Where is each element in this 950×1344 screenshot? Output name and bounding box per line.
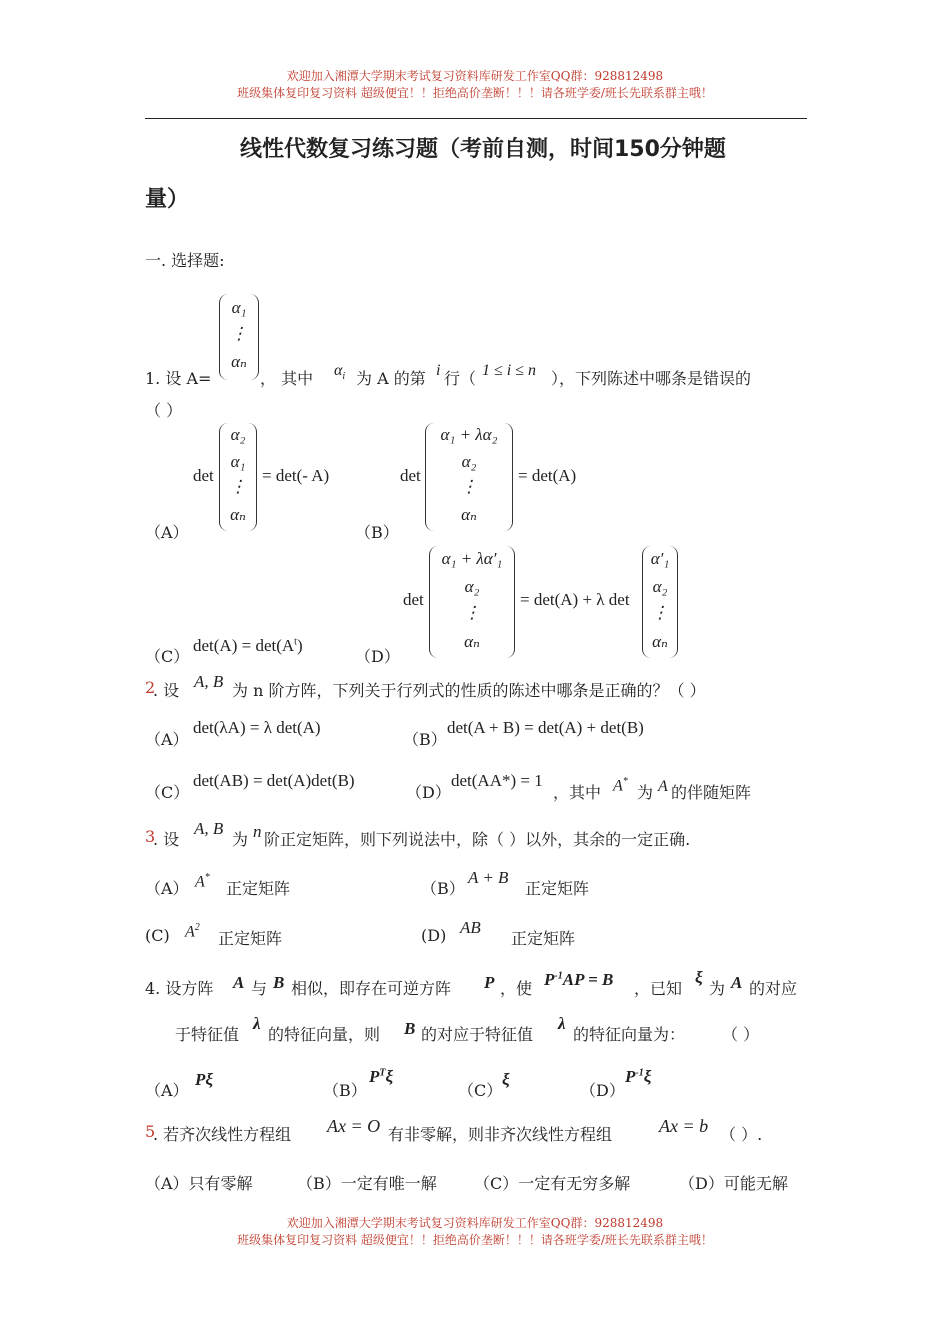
q4-text: 相似，即存在可逆方阵 [291, 979, 452, 998]
matrix-cell: ⋮ [460, 477, 478, 496]
q2-option-d-expr: det(AA*) = 1 [451, 771, 543, 790]
header-line-2: 班级集体复印复习资料 超级便宜！！拒绝高价垄断！！！请各班学委/班长先联系群主哦！ [237, 86, 713, 100]
q1-option-b-det: det [400, 466, 421, 485]
header-line-1: 欢迎加入湘潭大学期末考试复习资料库研发工作室QQ群：928812498 [286, 69, 664, 83]
q5-option-b: （B）一定有唯一解 [297, 1174, 437, 1193]
q3-option-b-text: 正定矩阵 [525, 879, 590, 898]
q5-option-d: （D）可能无解 [679, 1174, 788, 1193]
q2-number: 2 [145, 678, 156, 697]
q4-text: 于特征值 [175, 1025, 240, 1044]
header-divider [145, 118, 807, 119]
q4-text: ，已知 [634, 979, 683, 998]
matrix-cell: α₁ + λα₂ [440, 425, 498, 444]
q2-option-a-expr: det(λA) = λ det(A) [193, 718, 321, 737]
q2-option-c-expr: det(AB) = det(A)det(B) [193, 771, 355, 790]
q5-text: . 若齐次线性方程组 [153, 1125, 292, 1144]
q1-option-b-matrix [425, 423, 513, 531]
q3-option-c-expr: $A^2$ [185, 922, 200, 941]
q2-text: . 设 [153, 681, 180, 700]
q4-a: A [731, 973, 743, 992]
footer-line-1: 欢迎加入湘潭大学期末考试复习资料库研发工作室QQ群：928812498 [286, 1216, 664, 1230]
q1-option-c-text: det(A) = det(A [193, 636, 295, 655]
q2-option-b-label: （B） [403, 730, 447, 749]
matrix-cell: α₂ [464, 577, 480, 596]
matrix-cell: α₂ [652, 577, 668, 596]
q4-answer-paren: （ ） [722, 1025, 760, 1044]
q4-p: P [484, 973, 495, 992]
q5-text: 有非零解，则非齐次线性方程组 [388, 1125, 613, 1144]
matrix-a-cell: ⋮ [230, 324, 248, 343]
q4-option-b-expr: $P^T\xi$ [369, 1067, 394, 1086]
q4-b: B [404, 1019, 416, 1038]
q4-text: 的对应 [749, 979, 798, 998]
footer-line-2: 班级集体复印复习资料 超级便宜！！拒绝高价垄断！！！请各班学委/班长先联系群主哦！ [237, 1233, 713, 1247]
matrix-cell: α₁ [230, 452, 246, 471]
matrix-cell: αₙ [230, 505, 246, 524]
q1-text: 行（ [444, 369, 477, 388]
q4-b: B [273, 973, 285, 992]
q4-option-b-label: （B） [323, 1081, 367, 1100]
q4-option-d-label: （D） [580, 1081, 625, 1100]
q4-text: 的特征向量为： [573, 1025, 686, 1044]
matrix-cell: ⋮ [229, 477, 247, 496]
q2-option-b-expr: det(A + B) = det(A) + det(B) [447, 718, 644, 737]
page-title: 线性代数复习练习题（考前自测，时间150分钟题 [240, 137, 726, 162]
q3-number: 3 [145, 827, 156, 846]
q2-option-d-tail: 为 [637, 783, 654, 802]
matrix-cell: ⋮ [463, 603, 481, 622]
q1-option-a-matrix [219, 423, 257, 531]
matrix-a [219, 294, 259, 380]
q3-option-b-expr: A + B [468, 868, 509, 887]
q3-text: 阶正定矩阵，则下列说法中，除（ ）以外，其余的一定正确. [264, 830, 691, 849]
q2-text: 为 n 阶方阵，下列关于行列式的性质的陈述中哪条是正确的？（ ） [232, 681, 706, 700]
q1-condition: 1 ≤ i ≤ n [482, 362, 537, 379]
q3-option-d-text: 正定矩阵 [511, 929, 576, 948]
q4-similarity-eq: $P^{-1}AP = B$ [544, 970, 614, 989]
section-heading: 一. 选择题: [145, 251, 225, 270]
q4-option-a-expr: Pξ [195, 1070, 214, 1089]
q5-answer-paren: （ ）. [720, 1125, 763, 1144]
q4-option-c-label: （C） [458, 1081, 503, 1100]
q2-option-d-label: （D） [406, 783, 451, 802]
q3-option-b-label: （B） [421, 879, 465, 898]
q5-number: 5 [145, 1122, 156, 1141]
q2-option-d-tail: 的伴随矩阵 [671, 783, 752, 802]
q1-suffix: ），下列陈述中哪条是错误的 [551, 369, 752, 388]
matrix-cell: α₁ + λα′₁ [441, 549, 503, 568]
q4-option-a-label: （A） [145, 1081, 189, 1100]
q4-text: 的特征向量，则 [268, 1025, 381, 1044]
q3-option-c-label: (C) [145, 926, 170, 945]
matrix-cell: α₂ [230, 425, 246, 444]
q4-option-c-expr: ξ [502, 1070, 510, 1089]
q1-i: i [436, 362, 441, 379]
q3-option-a-expr: A* [195, 872, 210, 891]
matrix-cell: αₙ [652, 632, 668, 651]
q2-option-d-tail: ，其中 [553, 783, 602, 802]
q4-xi: ξ [695, 968, 703, 987]
q3-option-a-text: 正定矩阵 [226, 879, 291, 898]
q1-option-a-label: （A） [145, 523, 189, 542]
q3-n: n [253, 822, 262, 841]
q4-option-d-expr: $P^{-1}\xi$ [625, 1067, 652, 1086]
q2-vars: A, B [194, 672, 224, 691]
q1-option-d-matrix-1 [429, 546, 515, 658]
q1-option-c-label: （C） [145, 647, 190, 666]
q3-vars: A, B [194, 819, 224, 838]
q1-option-d-det: det [403, 590, 424, 609]
matrix-cell: αₙ [464, 632, 480, 651]
q4-lambda: λ [253, 1014, 261, 1033]
matrix-cell: αₙ [461, 505, 477, 524]
q1-option-d-matrix-2 [642, 546, 678, 658]
q4-a: A [233, 973, 245, 992]
q3-text: 为 [232, 830, 249, 849]
q2-option-a-label: （A） [145, 730, 189, 749]
q5-option-a: （A）只有零解 [145, 1174, 253, 1193]
q1-option-a-det: det [193, 466, 214, 485]
q1-answer-paren: （ ） [145, 401, 183, 420]
matrix-a-cell: αₙ [231, 352, 247, 371]
q1-option-d-rhs: = det(A) + λ det [520, 590, 630, 609]
q1-prefix: 1. 设 A= [145, 369, 212, 388]
q4-text: 4. 设方阵 [145, 979, 214, 998]
q4-text: 为 [709, 979, 726, 998]
q1-text: ， 其中 [260, 369, 314, 388]
q1-option-c-expr: $\det(A) = \det(A^t)$ [193, 636, 303, 655]
q4-text: ，使 [500, 979, 533, 998]
q2-option-c-label: （C） [145, 783, 190, 802]
q3-option-d-expr: AB [460, 918, 481, 937]
matrix-cell: α′₁ [650, 549, 670, 568]
q3-option-c-text: 正定矩阵 [218, 929, 283, 948]
q3-text: . 设 [153, 830, 180, 849]
q4-text: 与 [251, 979, 268, 998]
matrix-cell: ⋮ [651, 603, 669, 622]
q2-a-star: A* [613, 776, 628, 795]
matrix-a-cell: α₁ [231, 298, 247, 317]
q3-option-a-label: （A） [145, 879, 189, 898]
matrix-cell: α₂ [461, 452, 477, 471]
q1-option-b-rhs: = det(A) [518, 466, 577, 485]
q5-nonhomogeneous-eq: Ax = b [659, 1116, 709, 1136]
q1-text: 为 A 的第 [356, 369, 426, 388]
q4-lambda: λ [558, 1014, 566, 1033]
q3-option-d-label: (D) [421, 926, 447, 945]
q5-option-c: （C）一定有无穷多解 [474, 1174, 631, 1193]
q1-alpha-i: $\alpha_i$ [334, 362, 346, 383]
q1-option-b-label: （B） [355, 523, 399, 542]
q1-option-d-label: （D） [355, 647, 400, 666]
q2-a: A [658, 778, 668, 795]
q5-homogeneous-eq: Ax = O [327, 1116, 381, 1136]
q4-text: 的对应于特征值 [421, 1025, 534, 1044]
page-title-continued: 量） [145, 187, 190, 212]
q1-option-a-rhs: = det(- A) [262, 466, 330, 485]
